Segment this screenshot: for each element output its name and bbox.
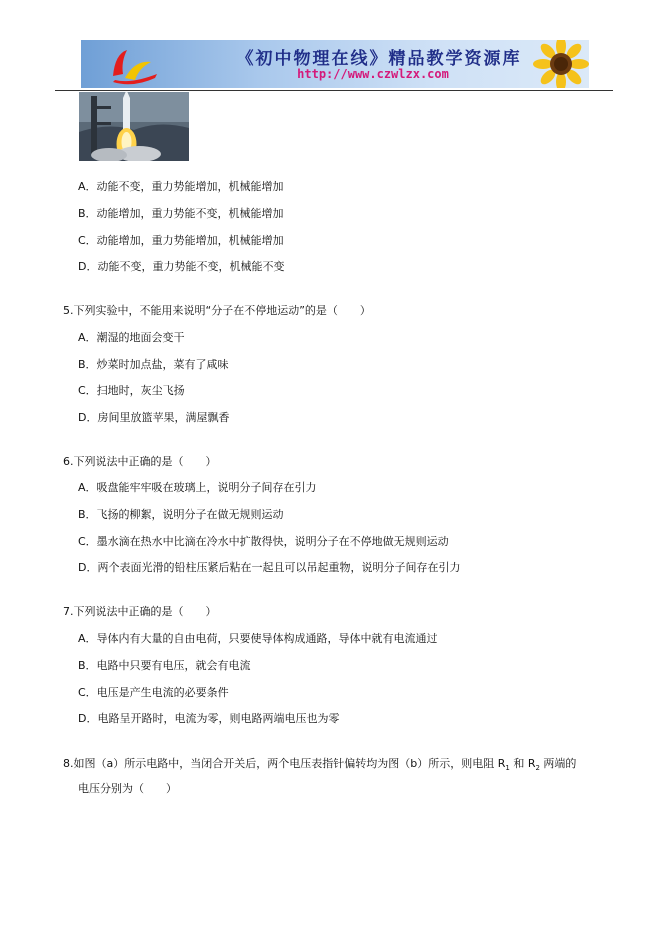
banner-title: 《初中物理在线》精品教学资源库 [236,49,522,69]
q5-option-a: A．潮湿的地面会变干 [78,331,185,344]
q8-stem-line2: 电压分别为（ ） [78,782,177,795]
q6-option-a: A．吸盘能牢牢吸在玻璃上，说明分子间存在引力 [78,481,317,494]
q5-option-d: D．房间里放篮苹果，满屋飘香 [78,411,230,424]
banner-url: http://www.czwlzx.com [297,67,449,81]
q4-option-c: C．动能增加，重力势能增加，机械能增加 [78,234,284,247]
q6-stem: 6.下列说法中正确的是（ ） [63,455,217,468]
sunflower-icon [521,40,589,88]
q7-option-b: B．电路中只要有电压，就会有电流 [78,659,251,672]
header-banner [81,40,589,88]
r2-subscript: 2 [535,764,540,773]
q5-option-c: C．扫地时，灰尘飞扬 [78,384,185,397]
q8-stem [63,757,576,775]
q8-stem-part1: 8.如图（a）所示电路中，当闭合开关后，两个电压表指针偏转均为图（b）所示，则电阻 R [63,757,506,770]
q6-option-b: B．飞扬的柳絮，说明分子在做无规则运动 [78,508,284,521]
q7-option-c: C．电压是产生电流的必要条件 [78,686,229,699]
q7-option-d: D．电路呈开路时，电流为零，则电路两端电压也为零 [78,712,340,725]
header-divider [55,90,613,91]
site-logo-icon [105,44,165,86]
q6-option-d: D．两个表面光滑的铅柱压紧后粘在一起且可以吊起重物，说明分子间存在引力 [78,561,461,574]
q4-option-a: A．动能不变，重力势能增加，机械能增加 [78,180,284,193]
rocket-launch-image [79,92,189,161]
r1-subscript: 1 [505,764,510,773]
q7-option-a: A．导体内有大量的自由电荷，只要使导体构成通路，导体中就有电流通过 [78,632,438,645]
q8-stem-part3: 两端的 [539,757,577,770]
q5-option-b: B．炒菜时加点盐，菜有了咸味 [78,358,229,371]
q6-option-c: C．墨水滴在热水中比滴在冷水中扩散得快，说明分子在不停地做无规则运动 [78,535,449,548]
q4-option-b: B．动能增加，重力势能不变，机械能增加 [78,207,284,220]
q7-stem: 7.下列说法中正确的是（ ） [63,605,217,618]
q4-option-d: D．动能不变，重力势能不变，机械能不变 [78,260,285,273]
q8-stem-part2: 和 R [509,757,536,770]
q5-stem: 5.下列实验中，不能用来说明“分子在不停地运动”的是（ ） [63,304,371,317]
